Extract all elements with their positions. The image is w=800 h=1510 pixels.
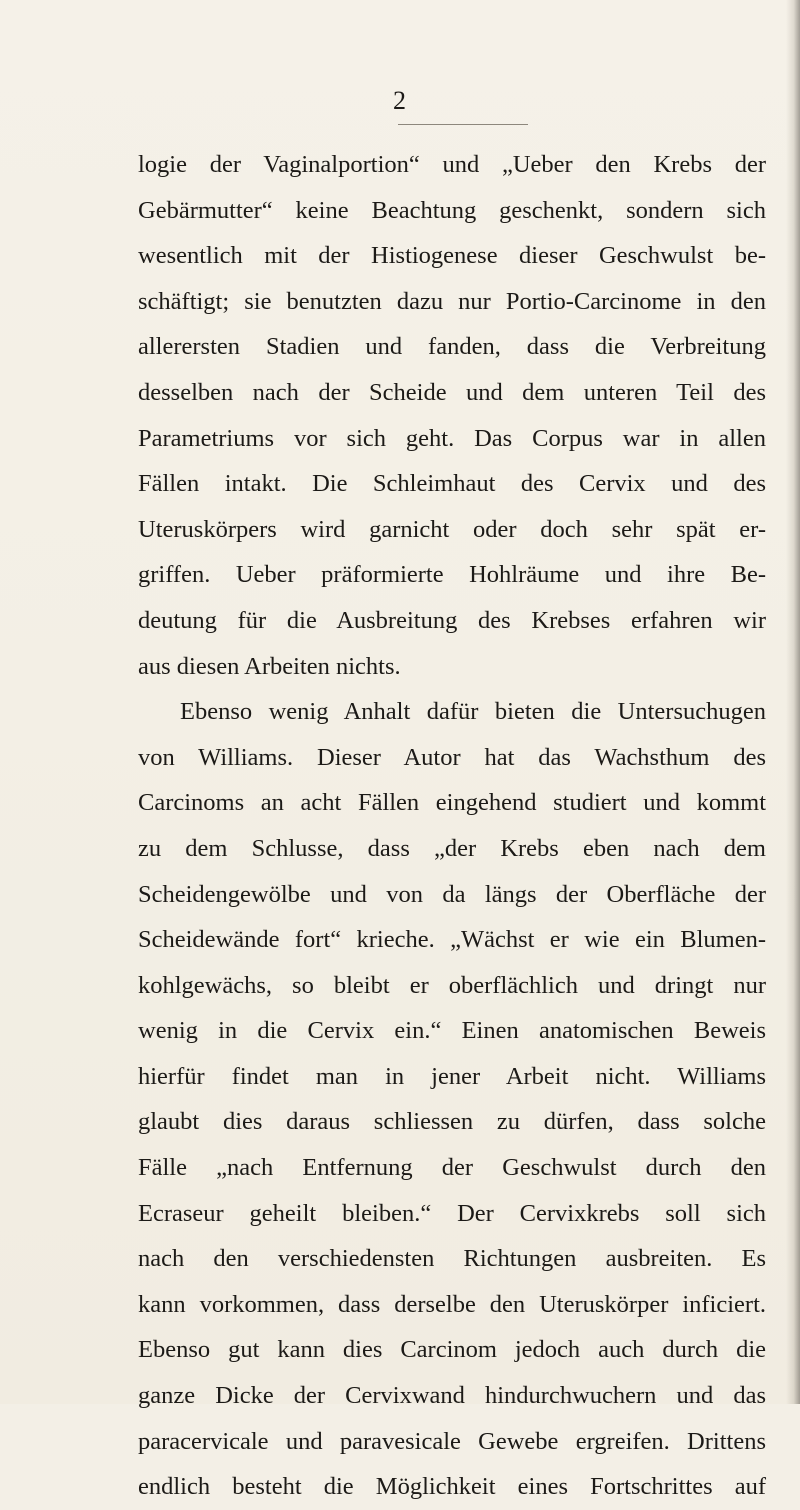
text-line: schäftigt; sie benutzten dazu nur Portio-Carcinome in den <box>138 287 766 315</box>
text-line: deutung für die Ausbreitung des Krebses erfahren wir <box>138 606 766 634</box>
page-number: 2 <box>393 86 407 115</box>
text-line: griffen. Ueber präformierte Hohlräume und ihre Be- <box>138 561 766 589</box>
text-line: endlich besteht die Möglichkeit eines Fortschrittes auf <box>138 1473 766 1501</box>
text-line: Ebenso gut kann dies Carcinom jedoch auch durch die <box>138 1336 766 1364</box>
text-line: logie der Vaginalportion“ und „Ueber den Krebs der <box>138 151 766 178</box>
body-text <box>138 142 766 1510</box>
text-line: Carcinoms an acht Fällen eingehend studiert und kommt <box>138 789 766 817</box>
text-line: desselben nach der Scheide und dem unteren Teil des <box>138 378 766 406</box>
text-line: allerersten Stadien und fanden, dass die Verbreitung <box>138 333 766 361</box>
text-line: Scheidewände fort“ krieche. „Wächst er wie ein Blumen- <box>138 926 766 954</box>
text-line: ganze Dicke der Cervixwand hindurchwuchern und das <box>138 1382 766 1410</box>
text-line: Gebärmutter“ keine Beachtung geschenkt, sondern sich <box>138 196 766 224</box>
text-line: Ecraseur geheilt bleiben.“ Der Cervixkrebs soll sich <box>138 1199 766 1227</box>
text-line: Ebenso wenig Anhalt dafür bieten die Untersuchugen <box>180 698 766 726</box>
text-line: zu dem Schlusse, dass „der Krebs eben nach dem <box>138 834 766 862</box>
text-line: glaubt dies daraus schliessen zu dürfen, dass solche <box>138 1108 766 1136</box>
page-number-rule <box>398 124 528 125</box>
text-line: wesentlich mit der Histiogenese dieser Geschwulst be- <box>138 242 766 270</box>
text-line: kann vorkommen, dass derselbe den Uteruskörper inficiert. <box>138 1290 766 1318</box>
text-line: hierfür findet man in jener Arbeit nicht. Williams <box>138 1062 766 1090</box>
text-line: wenig in die Cervix ein.“ Einen anatomischen Beweis <box>138 1017 766 1045</box>
text-line: Uteruskörpers wird garnicht oder doch sehr spät er- <box>138 515 766 543</box>
text-line: von Williams. Dieser Autor hat das Wachsthum des <box>138 743 766 771</box>
text-line: Parametriums vor sich geht. Das Corpus war in allen <box>138 424 766 452</box>
text-line: Fälle „nach Entfernung der Geschwulst durch den <box>138 1154 766 1182</box>
text-line: Scheidengewölbe und von da längs der Oberfläche der <box>138 880 766 908</box>
text-line: Fällen intakt. Die Schleimhaut des Cervix und des <box>138 470 766 498</box>
text-line: aus diesen Arbeiten nichts. <box>138 652 401 680</box>
text-line: nach den verschiedensten Richtungen ausbreiten. Es <box>138 1245 766 1273</box>
page-edge-shadow <box>786 0 800 1404</box>
text-line: kohlgewächs, so bleibt er oberflächlich und dringt nur <box>138 971 766 999</box>
text-line: paracervicale und paravesicale Gewebe ergreifen. Drittens <box>138 1427 766 1455</box>
